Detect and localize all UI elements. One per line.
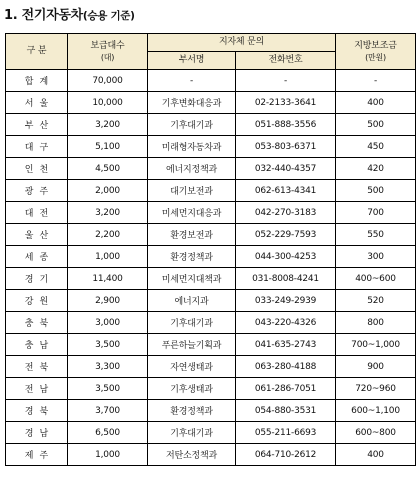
table-row [6,202,416,224]
cell-region: 합계 [6,70,68,92]
cell-quantity: 11,400 [68,268,148,290]
cell-department: 기후대기과 [148,312,236,334]
header-contact-group: 지자체 문의 [148,34,336,52]
cell-phone: 02-2133-3641 [236,92,336,114]
table-row [6,114,416,136]
table-row [6,268,416,290]
cell-subsidy: 720~960 [336,378,416,400]
table-row [6,158,416,180]
cell-region: 대구 [6,136,68,158]
cell-region: 광주 [6,180,68,202]
table-row [6,312,416,334]
cell-region: 강원 [6,290,68,312]
header-quantity [68,34,148,70]
cell-department: 미래형자동차과 [148,136,236,158]
cell-region: 충남 [6,334,68,356]
title-subtitle: (승용 기준) [82,10,135,22]
cell-phone: - [236,70,336,92]
cell-region: 세종 [6,246,68,268]
header-region: 구 분 [6,34,68,70]
cell-subsidy: 700~1,000 [336,334,416,356]
cell-phone: 054-880-3531 [236,400,336,422]
cell-region: 대전 [6,202,68,224]
cell-subsidy: 800 [336,312,416,334]
cell-quantity: 2,000 [68,180,148,202]
cell-quantity: 3,500 [68,334,148,356]
cell-subsidy: - [336,70,416,92]
header-quantity-unit: (대) [100,52,115,62]
cell-phone: 044-300-4253 [236,246,336,268]
cell-region: 울산 [6,224,68,246]
cell-quantity: 3,200 [68,114,148,136]
header-subsidy-label: 지방보조금 [354,40,397,51]
cell-subsidy: 500 [336,180,416,202]
cell-region: 전남 [6,378,68,400]
cell-quantity: 3,300 [68,356,148,378]
cell-region: 서울 [6,92,68,114]
cell-phone: 043-220-4326 [236,312,336,334]
cell-department: 자연생태과 [148,356,236,378]
cell-phone: 055-211-6693 [236,422,336,444]
table-row [6,92,416,114]
cell-quantity: 3,200 [68,202,148,224]
cell-quantity: 1,000 [68,246,148,268]
cell-phone: 062-613-4341 [236,180,336,202]
cell-quantity: 4,500 [68,158,148,180]
header-quantity-label: 보급대수 [90,40,125,51]
cell-subsidy: 700 [336,202,416,224]
table-row [6,422,416,444]
cell-quantity: 70,000 [68,70,148,92]
cell-quantity: 5,100 [68,136,148,158]
table-row [6,136,416,158]
table-row [6,180,416,202]
cell-quantity: 6,500 [68,422,148,444]
cell-subsidy: 400~600 [336,268,416,290]
cell-quantity: 1,000 [68,444,148,466]
cell-department: 기후대기과 [148,114,236,136]
cell-subsidy: 400 [336,92,416,114]
cell-region: 경기 [6,268,68,290]
table-row [6,246,416,268]
cell-quantity: 3,500 [68,378,148,400]
cell-subsidy: 550 [336,224,416,246]
table-row [6,378,416,400]
cell-region: 부산 [6,114,68,136]
cell-quantity: 10,000 [68,92,148,114]
table-row [6,290,416,312]
cell-phone: 063-280-4188 [236,356,336,378]
cell-region: 전북 [6,356,68,378]
title-main: 1. 전기자동차 [4,8,83,23]
cell-quantity: 3,000 [68,312,148,334]
cell-department: 미세먼지대책과 [148,268,236,290]
cell-department: 기후생태과 [148,378,236,400]
cell-phone: 041-635-2743 [236,334,336,356]
cell-quantity: 2,200 [68,224,148,246]
table-row [6,400,416,422]
cell-subsidy: 600~800 [336,422,416,444]
header-phone: 전화번호 [236,52,336,70]
cell-department: 대기보전과 [148,180,236,202]
cell-department: 미세먼지대응과 [148,202,236,224]
cell-phone: 031-8008-4241 [236,268,336,290]
cell-department: 저탄소정책과 [148,444,236,466]
table-row [6,334,416,356]
cell-subsidy: 500 [336,114,416,136]
table-row [6,444,416,466]
table-row [6,70,416,92]
cell-phone: 032-440-4357 [236,158,336,180]
cell-region: 인천 [6,158,68,180]
cell-department: 에너지과 [148,290,236,312]
cell-phone: 064-710-2612 [236,444,336,466]
cell-department: 환경정책과 [148,400,236,422]
cell-subsidy: 450 [336,136,416,158]
cell-region: 경북 [6,400,68,422]
cell-department: 환경정책과 [148,246,236,268]
table-row [6,224,416,246]
cell-region: 경남 [6,422,68,444]
cell-phone: 042-270-3183 [236,202,336,224]
cell-phone: 051-888-3556 [236,114,336,136]
page-title [4,4,135,24]
cell-phone: 052-229-7593 [236,224,336,246]
header-subsidy-unit: (만원) [365,52,386,62]
cell-department: 에너지정책과 [148,158,236,180]
cell-department: 푸른하늘기획과 [148,334,236,356]
cell-department: 기후대기과 [148,422,236,444]
cell-phone: 033-249-2939 [236,290,336,312]
table-body [6,70,416,466]
cell-phone: 061-286-7051 [236,378,336,400]
cell-phone: 053-803-6371 [236,136,336,158]
cell-subsidy: 900 [336,356,416,378]
cell-department: 기후변화대응과 [148,92,236,114]
cell-department: 환경보전과 [148,224,236,246]
cell-department: - [148,70,236,92]
cell-subsidy: 420 [336,158,416,180]
cell-subsidy: 300 [336,246,416,268]
header-subsidy [336,34,416,70]
cell-subsidy: 600~1,100 [336,400,416,422]
cell-quantity: 3,700 [68,400,148,422]
cell-quantity: 2,900 [68,290,148,312]
subsidy-table [5,33,416,466]
header-department: 부서명 [148,52,236,70]
cell-subsidy: 520 [336,290,416,312]
table-header [6,34,416,70]
cell-region: 제주 [6,444,68,466]
cell-region: 충북 [6,312,68,334]
cell-subsidy: 400 [336,444,416,466]
table-row [6,356,416,378]
